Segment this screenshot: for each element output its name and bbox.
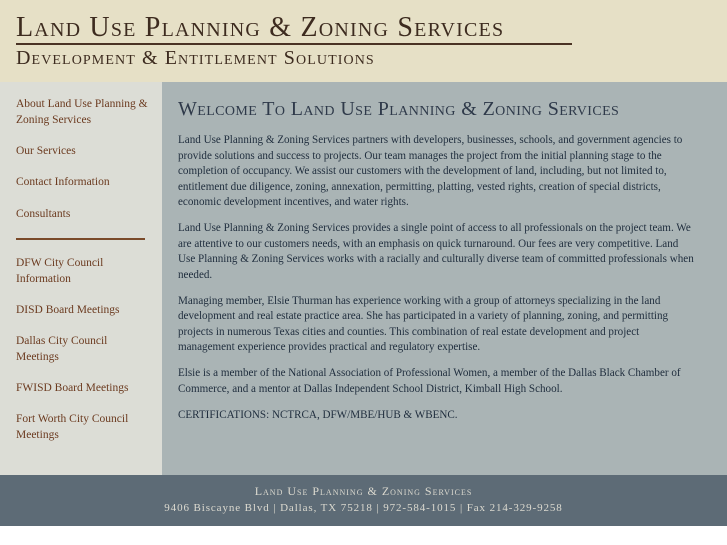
site-header	[0, 0, 727, 82]
footer-company-name: Land Use Planning & Zoning Services	[254, 484, 473, 498]
sidebar-item-about[interactable]: About Land Use Planning & Zoning Services	[16, 98, 148, 126]
sidebar-nav	[0, 82, 162, 475]
content-body	[178, 133, 698, 434]
site-subtitle: Development & Entitlement Solutions	[16, 47, 375, 69]
membership-paragraph: Elsie is a member of the National Association of Professional Women, a member of the Dallas Black Chamber of Commerce, and a mentor at Dallas Independent School District, Kimball High School.	[178, 367, 681, 395]
sidebar-item-consultants[interactable]: Consultants	[16, 208, 71, 220]
sidebar-divider	[16, 238, 145, 240]
sidebar-item-fort-worth-city-council[interactable]: Fort Worth City Council Meetings	[16, 413, 129, 441]
access-paragraph: Land Use Planning & Zoning Services provides a single point of access to all professionals on the project team. We are attentive to our customers needs, with an emphasis on quick turnaround. Our fees are very competitive. Land Use Planning & Zoning Services works with a racially and culturally diverse team of committed professionals when needed.	[178, 222, 694, 281]
sidebar-item-fwisd-board-meetings[interactable]: FWISD Board Meetings	[16, 382, 129, 394]
main-content	[162, 82, 727, 475]
managing-member-paragraph: Managing member, Elsie Thurman has experience working with a group of attorneys specializing in the land development and real estate practice area. She has participated in a variety of planning, zoning, and permitting projects in numerous Texas cities and counties. This combination of real estate development and project management experience provides practical and regulatory expertise.	[178, 294, 669, 353]
site-footer	[0, 475, 727, 526]
sidebar-item-disd-board-meetings[interactable]: DISD Board Meetings	[16, 304, 120, 316]
site-title: Land Use Planning & Zoning Services	[16, 12, 505, 43]
certifications-paragraph: CERTIFICATIONS: NCTRCA, DFW/MBE/HUB & WBENC.	[178, 408, 458, 421]
sidebar-item-dallas-city-council[interactable]: Dallas City Council Meetings	[16, 335, 108, 363]
intro-paragraph: Land Use Planning & Zoning Services partners with developers, businesses, schools, and government agencies to provide solutions and success to projects. Our team manages the project from the initial planning stage to the completion of occupancy. We assist our customers with the development of land, including, but not limited to, entitlement due diligence, zoning, annexation, permitting, platting, vested rights, creation of special districts, economic development incentives, and water rights.	[178, 134, 683, 208]
sidebar-item-dfw-city-council[interactable]: DFW City Council Information	[16, 257, 104, 285]
title-divider	[16, 43, 572, 45]
page-title: Welcome To Land Use Planning & Zoning Services	[178, 98, 620, 120]
footer-contact-info: 9406 Biscayne Blvd | Dallas, TX 75218 | 972-584-1015 | Fax 214-329-9258	[164, 502, 563, 514]
sidebar-item-contact-information[interactable]: Contact Information	[16, 176, 110, 188]
sidebar-item-our-services[interactable]: Our Services	[16, 145, 76, 157]
